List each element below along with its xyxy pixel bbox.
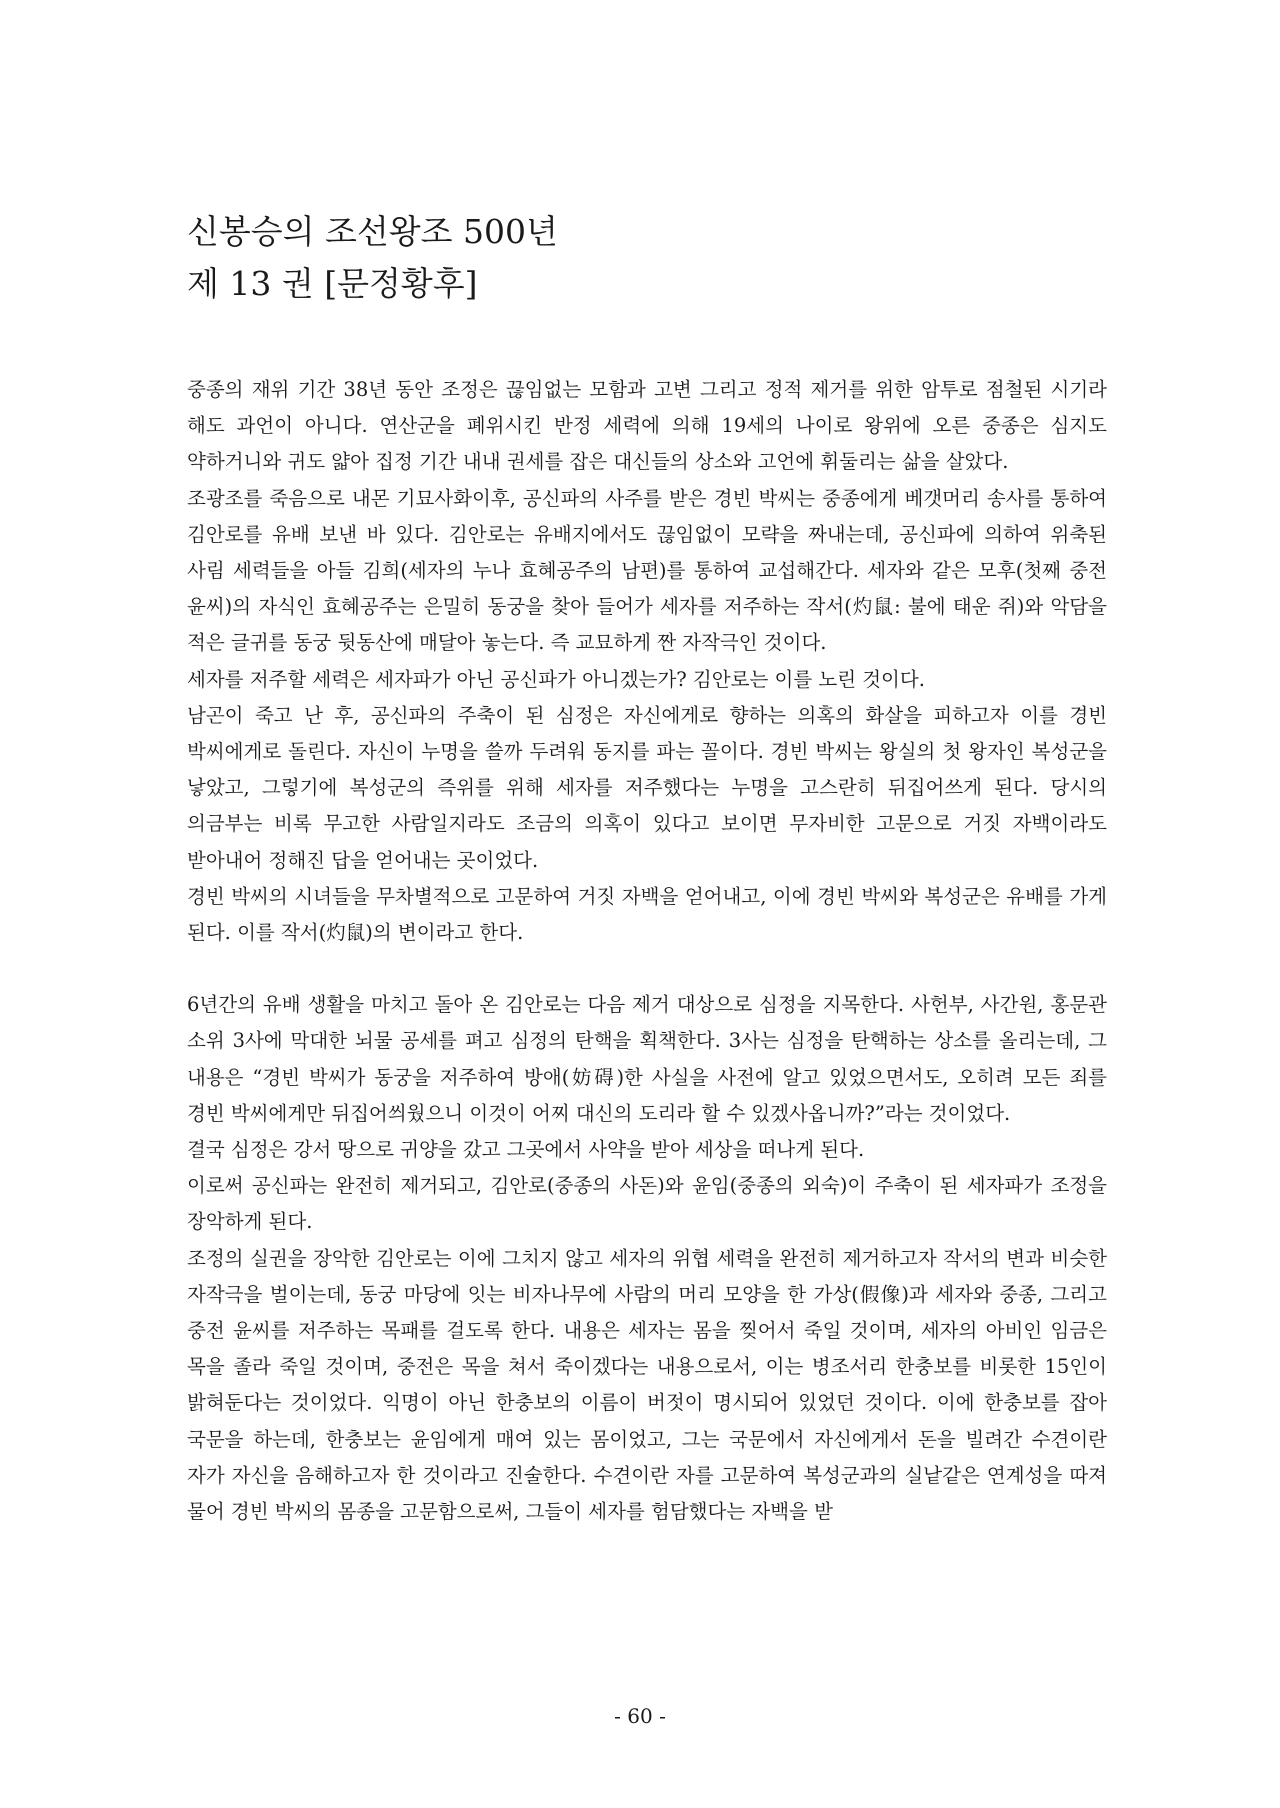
paragraph-spacer [187, 951, 1107, 987]
paragraph: 결국 심정은 강서 땅으로 귀양을 갔고 그곳에서 사약을 받아 세상을 떠나게 된다. [187, 1138, 865, 1162]
paragraph: 남곤이 죽고 난 후, 공신파의 주축이 된 심정은 자신에게로 향하는 의혹의 화살을 피하고자 이를 경빈 박씨에게로 돌린다. 자신이 누명을 쓸까 두려워 동지를 파는 꼴이다. 경빈 박씨는 왕실의 첫 왕자인 복성군을 낳았고, 그렇기에 복성군의 즉위를 위해 세자를 저주했다는 누명을 고스란히 뒤집어쓰게 된다. 당시의 의금부는 비록 무고한 사람일지라도 조금의 의혹이 있다고 보이면 무자비한 고문으로 거짓 자백이라도 받아내어 정해진 답을 얻어내는 곳이었다. [187, 703, 1107, 872]
paragraph: 세자를 저주할 세력은 세자파가 아닌 공신파가 아니겠는가? 김안로는 이를 노린 것이다. [187, 667, 925, 691]
volume-title: 제 13 권 [문정황후] [187, 264, 478, 303]
book-title: 신봉승의 조선왕조 500년 [187, 212, 558, 251]
paragraph: 조정의 실권을 장악한 김안로는 이에 그치지 않고 세자의 위협 세력을 완전히 제거하고자 작서의 변과 비슷한 자작극을 벌이는데, 동궁 마당에 잇는 비자나무에 사람의 머리 모양을 한 가상(假像)과 세자와 중종, 그리고 중전 윤씨를 저주하는 목패를 걸도록 한다. 내용은 세자는 몸을 찢어서 죽일 것이며, 세자의 아비인 임금은 목을 졸라 죽일 것이며, 중전은 목을 쳐서 죽이겠다는 내용으로서, 이는 병조서리 한충보를 비롯한 15인이 밝혀둔다는 것이었다. 익명이 아닌 한충보의 이름이 버젓이 명시되어 있었던 것이다. 이에 한충보를 잡아 국문을 하는데, 한충보는 윤임에게 매여 있는 몸이었고, 그는 국문에서 자신에게서 돈을 빌려간 수견이란 자가 자신을 음해하고자 한 것이라고 진술한다. 수견이란 자를 고문하여 복성군과의 실낱같은 연계성을 따져 물어 경빈 박씨의 몸종을 고문함으로써, 그들이 세자를 험담했다는 자백을 받 [187, 1246, 1107, 1524]
page-number: - 60 - [614, 1704, 666, 1728]
paragraph: 조광조를 죽음으로 내몬 기묘사화이후, 공신파의 사주를 받은 경빈 박씨는 중종에게 베갯머리 송사를 통하여 김안로를 유배 보낸 바 있다. 김안로는 유배지에서도 끊임없이 모략을 짜내는데, 공신파에 의하여 위축된 사림 세력들을 아들 김희(세자의 누나 효혜공주의 남편)를 통하여 교섭해간다. 세자와 같은 모후(첫째 중전 윤씨)의 자식인 효혜공주는 은밀히 동궁을 찾아 들어가 세자를 저주하는 작서(灼鼠: 불에 태운 쥐)와 악담을 적은 글귀를 동궁 뒷동산에 매달아 놓는다. 즉 교묘하게 짠 자작극인 것이다. [187, 486, 1107, 655]
body-text [187, 372, 1107, 1530]
paragraph: 중종의 재위 기간 38년 동안 조정은 끊임없는 모함과 고변 그리고 정적 제거를 위한 암투로 점철된 시기라 해도 과언이 아니다. 연산군을 폐위시킨 반정 세력에 의해 19세의 나이로 왕위에 오른 중종은 심지도 약하거니와 귀도 얇아 집정 기간 내내 권세를 잡은 대신들의 상소와 고언에 휘둘리는 삶을 살았다. [187, 378, 1107, 474]
paragraph: 6년간의 유배 생활을 마치고 돌아 온 김안로는 다음 제거 대상으로 심정을 지목한다. 사헌부, 사간원, 홍문관 소위 3사에 막대한 뇌물 공세를 펴고 심정의 탄핵을 획책한다. 3사는 심정을 탄핵하는 상소를 올리는데, 그 내용은 “경빈 박씨가 동궁을 저주하여 방애(妨碍)한 사실을 사전에 알고 있었으면서도, 오히려 모든 죄를 경빈 박씨에게만 뒤집어씌웠으니 이것이 어찌 대신의 도리라 할 수 있겠사옵니까?”라는 것이었다. [187, 993, 1107, 1125]
title-block [187, 206, 1087, 310]
paragraph: 경빈 박씨의 시녀들을 무차별적으로 고문하여 거짓 자백을 얻어내고, 이에 경빈 박씨와 복성군은 유배를 가게 된다. 이를 작서(灼鼠)의 변이라고 한다. [187, 884, 1107, 945]
paragraph: 이로써 공신파는 완전히 제거되고, 김안로(중종의 사돈)와 윤임(중종의 외숙)이 주축이 된 세자파가 조정을 장악하게 된다. [187, 1174, 1107, 1234]
